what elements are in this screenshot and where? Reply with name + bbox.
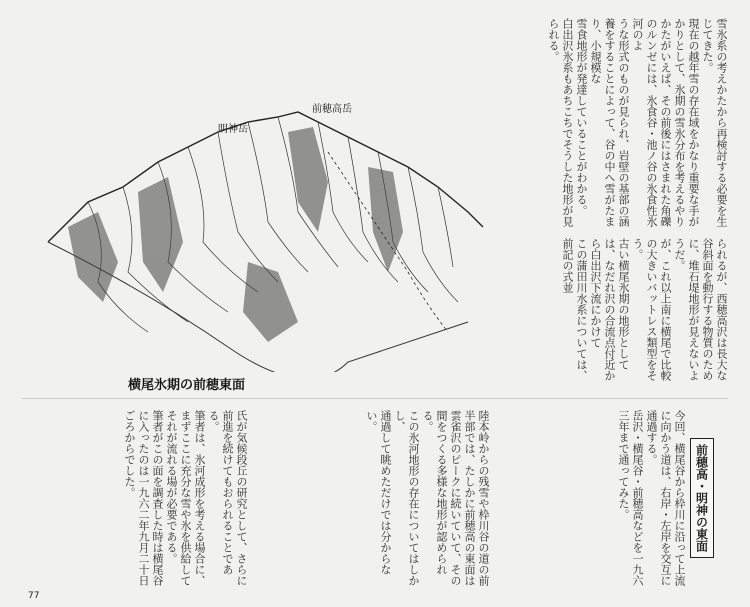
peak-label-myojin: 明神岳 [218, 124, 248, 135]
text-block-middle-right [488, 238, 728, 388]
paragraph: うな形式のものが見られ、岩壁の基部の涵養をすることによって、谷の中へ雪がたまり、小規模な [589, 18, 630, 227]
text-block-top-right [538, 18, 728, 228]
paragraph: が、これ以上南に横尾で比較の大きいバットレス類型をそう。 [631, 238, 672, 381]
section-heading: 前穂高・明神の東面 [690, 438, 714, 558]
paragraph: 氏が気候段丘の研究として、さらに前進を続けてもおられることである。 [207, 410, 248, 586]
paragraph: 現在の越年雪の存在域をかなり重要な手がかりとして、氷期の雪氷分布を考えるやりかたがいえば、その前後にはさまれた角礫のルンゼには、氷食谷・池ノ谷の氷食性氷河のよ [631, 18, 700, 227]
paragraph: られるが、西穂高沢は長大な谷斜面を動行する物質のために、堆石堤地形が見えないようだ。 [673, 238, 728, 381]
paragraph: 筆者は、氷河成形を考える場合に、まずここに充分な雪や氷を供給してそれが流れる場が必要である。 [165, 410, 206, 586]
shaded-slopes [68, 127, 403, 342]
paragraph: 白出沢氷系もあちこちでそうした地形が見られる。 [547, 18, 574, 227]
ridge-outline [48, 112, 483, 242]
text-block-bottom-right [516, 410, 686, 590]
paragraph: 古い横尾氷期の地形としては、なだれ沢の合流点付近から白出沢下流にかけて [589, 238, 630, 381]
figure-caption: 横尾氷期の前穂東面 [128, 378, 246, 393]
paragraph: この氷河地形の存在についてはしかし、 [393, 410, 420, 586]
text-block-bottom-middle [260, 410, 490, 590]
paragraph: この蒲田川水系については、前記の式並 [561, 238, 588, 381]
paragraph: 雪食地形が発達していることがわかる。 [575, 18, 588, 216]
paragraph: 筆者がこの面を調査した時は横尾谷に入ったのは一九六二年九月二十日ごろからでした。 [123, 410, 164, 586]
peak-label-maehotaka: 前穂高岳 [312, 104, 352, 115]
paragraph: 雪氷系の考えかたから再検討する必要を生じてきた。 [701, 18, 728, 227]
page-number: 77 [28, 591, 40, 601]
paragraph: 通過して眺めただけでは分からない。 [365, 410, 392, 575]
paragraph: 陸本岭からの残雪や枠川谷の道の前半部では、たしかに前穂高の東面は雲雀沢のピークに続いていて、その間をつくる多様な地形が認められる。 [421, 410, 490, 586]
section-divider [22, 398, 728, 399]
mountain-sketch-illustration [28, 92, 488, 372]
paragraph: 今回、横尾谷から枠川に沿って上流に向かう道は、右岸・左岸を交互に通過する。 [645, 410, 686, 586]
paragraph: 岳沢・横尾谷・前穂高などを一九六三年まで通ってみた。 [617, 410, 644, 586]
text-block-bottom-left [28, 410, 248, 590]
